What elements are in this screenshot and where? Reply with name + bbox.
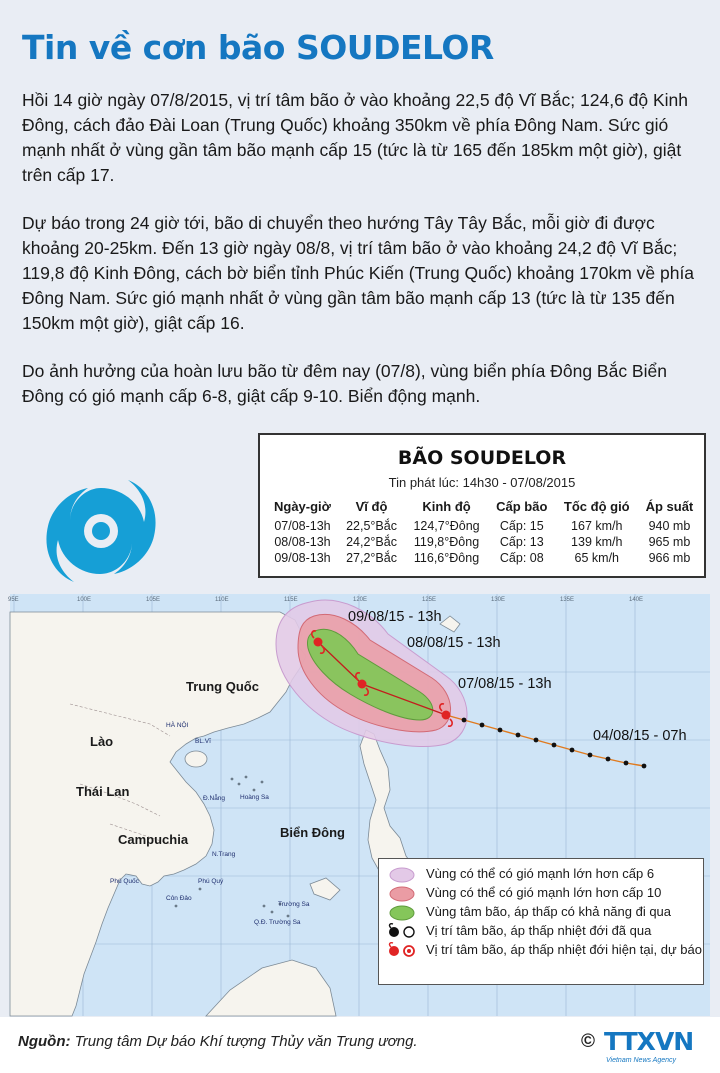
track-label-07-08: 07/08/15 - 13h	[458, 676, 552, 692]
lon-tick-label: 95E	[8, 597, 19, 603]
label-nha-trang: N.Trang	[212, 851, 236, 858]
cell-latitude: 22,5°Bắc	[346, 519, 397, 533]
infobox-title: BÃO SOUDELOR	[397, 447, 567, 469]
lon-tick-label: 105E	[146, 597, 161, 603]
cell-latitude: 24,2°Bắc	[346, 535, 397, 549]
label-phu-quoc: Phú Quốc	[110, 878, 139, 885]
ttxvn-logo-subtitle: Vietnam News Agency	[606, 1057, 677, 1064]
zone-cap10-ellipse-icon	[385, 885, 419, 903]
legend-label: Vị trí tâm bão, áp thấp nhiệt đới đã qua	[426, 923, 652, 938]
lon-tick-label: 100E	[77, 597, 92, 603]
label-cambodia: Campuchia	[118, 832, 189, 847]
col-header-latitude: Vĩ độ	[355, 499, 388, 514]
label-hoang-sa: Hoàng Sa	[240, 794, 269, 801]
lon-tick-label: 110E	[215, 597, 229, 603]
cell-latitude: 27,2°Bắc	[346, 551, 397, 565]
lon-tick-label: 120E	[353, 597, 368, 603]
past-storm-symbol-icon	[385, 923, 419, 941]
storm-data-table	[266, 499, 700, 566]
cell-pressure: 965 mb	[648, 535, 691, 549]
footer	[0, 1017, 720, 1073]
col-header-wind-speed: Tốc độ gió	[563, 499, 630, 514]
legend-label: Vùng tâm bão, áp thấp có khả năng đi qua	[426, 904, 672, 919]
storm-swirl-icon	[36, 466, 166, 596]
cell-wind-speed: 167 km/h	[571, 519, 623, 533]
label-thailand: Thái Lan	[76, 784, 130, 799]
cell-pressure: 940 mb	[648, 519, 691, 533]
lon-tick-label: 115E	[284, 597, 298, 603]
track-label-04-08: 04/08/15 - 07h	[593, 728, 687, 744]
col-header-pressure: Áp suất	[645, 499, 694, 514]
track-label-08-08: 08/08/15 - 13h	[407, 635, 501, 651]
lon-tick-label: 125E	[422, 597, 437, 603]
source-text: Trung tâm Dự báo Khí tượng Thủy văn Trung ương.	[74, 1033, 418, 1050]
cell-longitude: 119,8°Đông	[413, 535, 480, 549]
table-row	[266, 550, 700, 566]
cell-level: Cấp: 08	[499, 551, 544, 565]
legend-label: Vùng có thể có gió mạnh lớn hơn cấp 10	[426, 885, 662, 900]
zone-cap6-ellipse-icon	[385, 866, 419, 884]
cell-wind-speed: 139 km/h	[571, 535, 623, 549]
col-header-longitude: Kinh độ	[422, 499, 471, 514]
label-da-nang: Đ.Nẵng	[203, 795, 226, 802]
label-east-sea: Biển Đông	[280, 825, 345, 840]
lon-tick-label: 135E	[560, 597, 575, 603]
current-storm-symbol-icon	[385, 942, 419, 960]
ttxvn-logo: TTXVN	[604, 1027, 694, 1056]
paragraph-impact: Do ảnh hưởng của hoàn lưu bão từ đêm nay (07/8), vùng biển phía Đông Bắc Biển Đông có gió mạnh cấp 6-8, giật cấp 9-10. Biển động mạnh.	[22, 361, 667, 406]
hainan-island	[185, 751, 207, 767]
label-con-dao: Côn Đảo	[166, 895, 192, 902]
cell-datetime: 09/08-13h	[274, 551, 331, 565]
copyright-icon: ©	[581, 1031, 595, 1052]
paragraph-current-position: Hồi 14 giờ ngày 07/8/2015, vị trí tâm bão ở vào khoảng 22,5 độ Vĩ Bắc; 124,6 độ Kinh Đông, cách đảo Đài Loan (Trung Quốc) khoảng 350km về phía Đông Nam. Sức gió mạnh nhất ở vùng gần tâm bão mạnh cấp 15 (tức là từ 165 đến 185km một giờ), giật trên cấp 17.	[22, 90, 689, 185]
source-label: Nguồn:	[18, 1033, 71, 1050]
legend-label: Vị trí tâm bão, áp thấp nhiệt đới hiện tại, dự báo	[426, 942, 702, 957]
table-header-row	[266, 499, 700, 518]
label-china: Trung Quốc	[186, 679, 259, 694]
page-title: Tin về cơn bão SOUDELOR	[22, 28, 494, 67]
cell-datetime: 07/08-13h	[274, 519, 331, 533]
label-phu-quy: Phú Quý	[198, 878, 224, 885]
track-label-09-08: 09/08/15 - 13h	[348, 609, 442, 625]
cell-pressure: 966 mb	[648, 551, 691, 565]
storm-core-ellipse-icon	[385, 904, 419, 922]
table-row	[266, 518, 700, 534]
legend-label: Vùng có thể có gió mạnh lớn hơn cấp 6	[426, 866, 655, 881]
cell-datetime: 08/08-13h	[274, 535, 331, 549]
table-row	[266, 534, 700, 550]
infobox-subtitle: Tin phát lúc: 14h30 - 07/08/2015	[388, 475, 576, 490]
label-truong-sa-islands: Q.Đ. Trường Sa	[254, 919, 301, 926]
cell-longitude: 116,6°Đông	[413, 551, 480, 565]
cell-level: Cấp: 13	[499, 535, 544, 549]
lon-tick-label: 140E	[629, 597, 644, 603]
col-header-level: Cấp bão	[496, 499, 548, 514]
label-laos: Lào	[90, 734, 114, 749]
source-line	[18, 1033, 418, 1050]
storm-info-box	[258, 433, 706, 578]
cell-wind-speed: 65 km/h	[574, 551, 619, 565]
label-bach-long-vi: BL.Vĩ	[195, 738, 211, 745]
lon-tick-label: 130E	[491, 597, 506, 603]
map-legend	[378, 858, 704, 985]
label-truong-sa: Trường Sa	[278, 901, 310, 908]
cell-longitude: 124,7°Đông	[413, 519, 480, 533]
paragraph-forecast: Dự báo trong 24 giờ tới, bão di chuyển theo hướng Tây Tây Bắc, mỗi giờ đi được khoảng 20-25km. Đến 13 giờ ngày 08/8, vị trí tâm bão ở vào khoảng 24,2 độ Vĩ Bắc; 119,8 độ Kinh Đông, cách bờ biển tỉnh Phúc Kiến (Trung Quốc) khoảng 170km về phía Đông Nam. Sức gió mạnh nhất ở vùng gần tâm bão mạnh cấp 13 (tức là từ 135 đến 150km một giờ), giật cấp 16.	[22, 213, 695, 333]
label-hanoi: HÀ NỘI	[166, 722, 189, 729]
cell-level: Cấp: 15	[499, 519, 544, 533]
col-header-datetime: Ngày-giờ	[274, 499, 331, 514]
